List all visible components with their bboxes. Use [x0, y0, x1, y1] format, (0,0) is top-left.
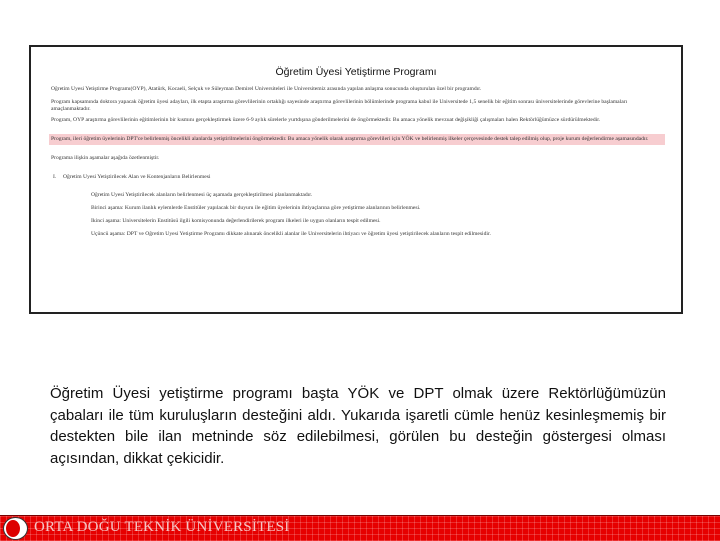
- document-line: Öğretim Üyesi Yetiştirilecek alanların belirlenmesi üç aşamada gerçekleştirilmesi planlanmaktadır.: [91, 192, 313, 198]
- document-line: Program kapsamında doktora yapacak öğretim üyesi adayları, ilk etapta araştırma görevlilerinin ortaklığı sayesinde araştırma görevlilerinin bölümlerinde programa kabul ile Üniversitede 1,5 senelik bir eğitim sonrası üniversitelerinde görevlerine başlamaları amaçlanmaktadır.: [51, 99, 628, 112]
- university-logo-icon: [3, 517, 28, 540]
- document-screenshot: [29, 45, 683, 314]
- document-line: Birinci aşama: Kurum ilanlık eylemlerde Enstitüler yapılacak bir duyuru ile eğitim üyelerinin ihtiyaçlarına göre yetiştirme alanlarının belirlenmesi.: [91, 205, 421, 211]
- document-line: İkinci aşama: Üniversitelerin Enstitüsü ilgili komisyonunda değerlendirilerek program ilkeleri ile uygun olanların tespit edilmesi.: [91, 218, 381, 224]
- document-title: Öğretim Üyesi Yetiştirme Programı: [275, 66, 437, 78]
- document-line: Program, ÖYP araştırma görevlilerinin eğitimlerinin bir kısmını gerçekleştirmek üzere 6-9 aylık sürelerle yurtdışına gönderilmelerini de öngörmektedir. Bu amaca yönelik mevzuat değişikliği çalışmaları halen Rektörlüğümüzce sürdürülmektedir.: [51, 117, 601, 123]
- document-line: Üçüncü aşama: DPT ve Öğretim Üyesi Yetiştirme Programı dikkate alınarak öncelikli alanlar ile Üniversitelerin ihtiyacı ve öğretim üyesi yetiştirilecek alanların tespit edilmesidir.: [91, 231, 491, 237]
- document-line: Öğretim Üyesi Yetiştirme Programı(ÖYP), Atatürk, Kocaeli, Selçuk ve Süleyman Demirel Üniversiteleri ile Üniversitemiz arasında yapılan anlaşma sonucunda oluşturulan özel bir programdır.: [51, 86, 482, 92]
- commentary-paragraph: Öğretim Üyesi yetiştirme programı başta YÖK ve DPT olmak üzere Rektörlüğümüzün çabaları ile tüm kuruluşların desteğini aldı. Yukarıda işaretli cümle henüz kesinleşmemiş bir destekten bile ilan metninde söz edilebilmesi, görülen bu desteğin göstergesi olması açısından, dikkat çekicidir.: [50, 385, 666, 467]
- list-marker: I.: [53, 174, 57, 180]
- footer-bar: [0, 515, 720, 541]
- highlighted-document-line: Program, ileri öğretim üyelerinin DPT'ce belirlenmiş öncelikli alanlarda yetiştirilmelerini öngörmektedir. Bu amaca yönelik olarak araştırma görevlileri için YÖK ve belirlenmiş ilkeler çerçevesinde destek talep edilmiş olup, proje kurum değerlendirme aşamasındadır.: [49, 134, 665, 145]
- document-line: Programa ilişkin aşamalar aşağıda özetlenmiştir.: [51, 155, 160, 161]
- document-heading: Öğretim Üyesi Yetiştirilecek Alan ve Kontenjanların Belirlenmesi: [63, 174, 211, 180]
- university-name: ORTA DOĞU TEKNİK ÜNİVERSİTESİ: [34, 519, 290, 535]
